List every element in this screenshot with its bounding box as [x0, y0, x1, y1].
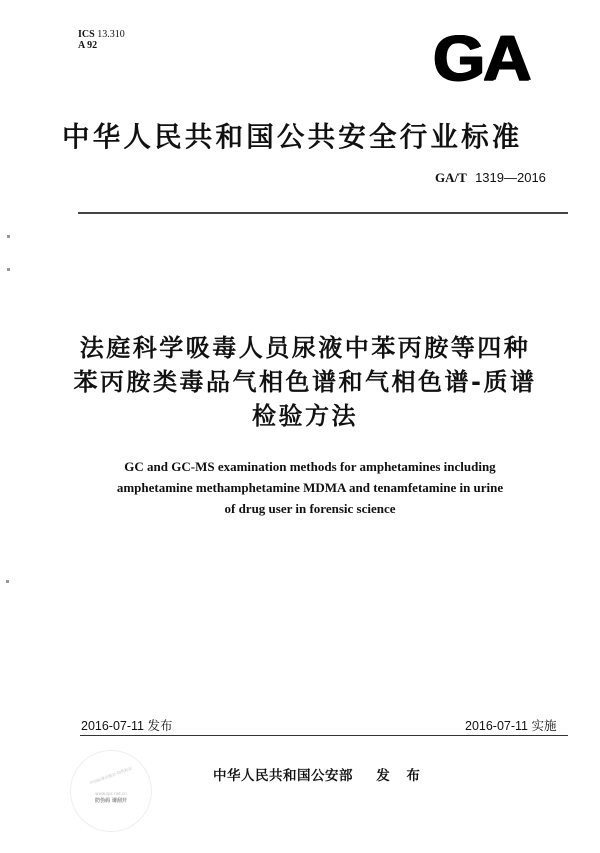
issue-date [81, 716, 173, 734]
chinese-title-line-1: 法庭科学吸毒人员尿液中苯丙胺等四种 [79, 334, 531, 362]
standard-category-title: 中华人民共和国公共安全行业标准 [62, 121, 523, 153]
anti-counterfeit-stamp [70, 750, 152, 832]
issuer-action: 发 布 [376, 768, 426, 784]
issuer-name: 中华人民共和国公安部 [213, 768, 353, 784]
bottom-divider [80, 735, 568, 736]
ccs-code: A 92 [78, 40, 98, 51]
ics-number: 13.310 [97, 29, 125, 40]
issuing-authority [213, 764, 426, 784]
standard-code-number: 1319—2016 [475, 170, 546, 185]
english-title [60, 456, 560, 519]
issue-date-label: 发布 [147, 718, 173, 733]
chinese-title-line-3: 检验方法 [252, 402, 358, 430]
scan-speck [7, 268, 10, 271]
implementation-date-label: 实施 [531, 718, 557, 733]
stamp-line-2: 防伪码 请刮开 [95, 798, 127, 804]
english-title-line-2: amphetamine methamphetamine MDMA and tenamfetamine in urine [116, 480, 504, 495]
classification-codes [78, 29, 125, 51]
chinese-title-line-2: 苯丙胺类毒品气相色谱和气相色谱-质谱 [73, 368, 537, 396]
ics-code [78, 29, 125, 40]
standard-code-prefix: GA/T [435, 170, 467, 185]
scan-speck [6, 580, 9, 583]
english-title-line-3: of drug user in forensic science [224, 501, 396, 516]
stamp-arc-text: 中国标准出版社·防伪标识 [88, 765, 133, 786]
top-divider [78, 212, 568, 214]
standard-code [435, 170, 546, 186]
ics-label: ICS [78, 29, 95, 40]
implementation-date [465, 716, 557, 734]
stamp-line-1: www.spc.net.cn [95, 791, 127, 796]
issue-date-value: 2016-07-11 [81, 719, 145, 733]
english-title-line-1: GC and GC-MS examination methods for amphetamines including [124, 459, 496, 474]
chinese-title [40, 331, 570, 433]
implementation-date-value: 2016-07-11 [465, 719, 529, 733]
scan-speck [7, 235, 10, 238]
ga-logo: GA [432, 22, 529, 94]
